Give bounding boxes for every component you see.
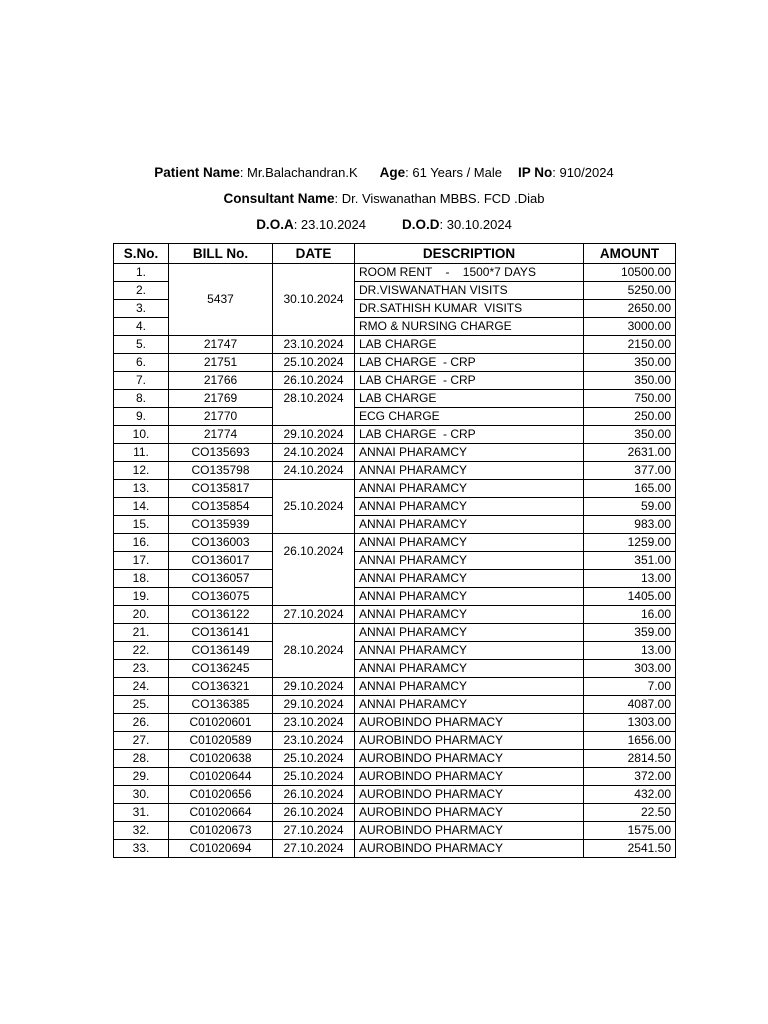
- cell-description: ANNAI PHARAMCY: [355, 606, 584, 624]
- header-sno: S.No.: [114, 244, 169, 264]
- cell-description: DR.SATHISH KUMAR VISITS: [355, 300, 584, 318]
- cell-sno: 6.: [114, 354, 169, 372]
- cell-amount: 2541.50: [584, 840, 676, 858]
- cell-sno: 4.: [114, 318, 169, 336]
- cell-amount: 5250.00: [584, 282, 676, 300]
- cell-sno: 13.: [114, 480, 169, 498]
- cell-description: DR.VISWANATHAN VISITS: [355, 282, 584, 300]
- cell-description: LAB CHARGE - CRP: [355, 372, 584, 390]
- cell-bill-no: CO135693: [169, 444, 273, 462]
- ip-label: IP No: [517, 165, 553, 180]
- table-row: [114, 660, 676, 678]
- table-row: [114, 714, 676, 732]
- table-header-row: [114, 244, 676, 264]
- cell-date: 27.10.2024: [273, 606, 355, 624]
- cell-description: ANNAI PHARAMCY: [355, 570, 584, 588]
- doa-label: D.O.A: [256, 217, 294, 232]
- table-row: [114, 588, 676, 606]
- header-date: DATE: [273, 244, 355, 264]
- table-row: [114, 498, 676, 516]
- cell-amount: 1656.00: [584, 732, 676, 750]
- bill-table: [113, 243, 676, 858]
- cell-description: ECG CHARGE: [355, 408, 584, 426]
- cell-sno: 18.: [114, 570, 169, 588]
- cell-sno: 5.: [114, 336, 169, 354]
- table-row: [114, 444, 676, 462]
- cell-sno: 29.: [114, 768, 169, 786]
- cell-bill-no: CO136003: [169, 534, 273, 552]
- cell-description: AUROBINDO PHARMACY: [355, 732, 584, 750]
- cell-amount: 1259.00: [584, 534, 676, 552]
- table-row: [114, 552, 676, 570]
- cell-description: ANNAI PHARAMCY: [355, 624, 584, 642]
- cell-sno: 12.: [114, 462, 169, 480]
- cell-amount: 2814.50: [584, 750, 676, 768]
- cell-sno: 8.: [114, 390, 169, 408]
- table-row: [114, 786, 676, 804]
- cell-amount: 303.00: [584, 660, 676, 678]
- cell-sno: 11.: [114, 444, 169, 462]
- cell-sno: 16.: [114, 534, 169, 552]
- cell-description: ANNAI PHARAMCY: [355, 480, 584, 498]
- cell-description: AUROBINDO PHARMACY: [355, 714, 584, 732]
- cell-amount: 4087.00: [584, 696, 676, 714]
- cell-sno: 3.: [114, 300, 169, 318]
- cell-bill-no: 21774: [169, 426, 273, 444]
- cell-amount: 7.00: [584, 678, 676, 696]
- cell-amount: 250.00: [584, 408, 676, 426]
- cell-date: 23.10.2024: [273, 732, 355, 750]
- cell-sno: 20.: [114, 606, 169, 624]
- cell-date: 28.10.2024: [273, 624, 355, 678]
- cell-amount: 13.00: [584, 570, 676, 588]
- cell-date: 25.10.2024: [273, 768, 355, 786]
- table-row: [114, 264, 676, 282]
- cell-sno: 2.: [114, 282, 169, 300]
- cell-date: 24.10.2024: [273, 462, 355, 480]
- table-row: [114, 390, 676, 408]
- cell-amount: 377.00: [584, 462, 676, 480]
- cell-bill-no: CO136122: [169, 606, 273, 624]
- cell-description: ANNAI PHARAMCY: [355, 642, 584, 660]
- cell-bill-no: 21747: [169, 336, 273, 354]
- dod-label: D.O.D: [402, 217, 440, 232]
- table-row: [114, 336, 676, 354]
- table-row: [114, 768, 676, 786]
- cell-amount: 1405.00: [584, 588, 676, 606]
- cell-amount: 165.00: [584, 480, 676, 498]
- cell-bill-no: 21766: [169, 372, 273, 390]
- cell-description: AUROBINDO PHARMACY: [355, 768, 584, 786]
- table-row: [114, 606, 676, 624]
- table-row: [114, 516, 676, 534]
- cell-sno: 7.: [114, 372, 169, 390]
- table-row: [114, 696, 676, 714]
- cell-date: 25.10.2024: [273, 354, 355, 372]
- cell-sno: 9.: [114, 408, 169, 426]
- cell-bill-no: CO136057: [169, 570, 273, 588]
- table-row: [114, 570, 676, 588]
- cell-description: LAB CHARGE - CRP: [355, 426, 584, 444]
- cell-amount: 359.00: [584, 624, 676, 642]
- cell-description: ANNAI PHARAMCY: [355, 696, 584, 714]
- cell-description: ROOM RENT - 1500*7 DAYS: [355, 264, 584, 282]
- cell-bill-no: CO135798: [169, 462, 273, 480]
- cell-sno: 26.: [114, 714, 169, 732]
- table-row: [114, 804, 676, 822]
- cell-sno: 19.: [114, 588, 169, 606]
- cell-sno: 33.: [114, 840, 169, 858]
- cell-description: ANNAI PHARAMCY: [355, 660, 584, 678]
- age-value: : 61 Years / Male: [405, 165, 502, 180]
- cell-description: AUROBINDO PHARMACY: [355, 786, 584, 804]
- table-row: [114, 732, 676, 750]
- cell-sno: 15.: [114, 516, 169, 534]
- cell-bill-no: 21770: [169, 408, 273, 426]
- cell-sno: 27.: [114, 732, 169, 750]
- cell-sno: 32.: [114, 822, 169, 840]
- cell-sno: 17.: [114, 552, 169, 570]
- cell-bill-no: CO135854: [169, 498, 273, 516]
- cell-description: ANNAI PHARAMCY: [355, 462, 584, 480]
- cell-bill-no: CO135939: [169, 516, 273, 534]
- cell-amount: 350.00: [584, 372, 676, 390]
- cell-date: 29.10.2024: [273, 696, 355, 714]
- cell-amount: 372.00: [584, 768, 676, 786]
- cell-date: 23.10.2024: [273, 336, 355, 354]
- cell-amount: 13.00: [584, 642, 676, 660]
- cell-sno: 31.: [114, 804, 169, 822]
- cell-amount: 983.00: [584, 516, 676, 534]
- cell-amount: 2650.00: [584, 300, 676, 318]
- table-row: [114, 354, 676, 372]
- cell-sno: 30.: [114, 786, 169, 804]
- cell-bill-no: CO136385: [169, 696, 273, 714]
- cell-bill-no: 21769: [169, 390, 273, 408]
- cell-date: 29.10.2024: [273, 426, 355, 444]
- dates-line: [0, 217, 768, 232]
- cell-sno: 28.: [114, 750, 169, 768]
- cell-bill-no: 21751: [169, 354, 273, 372]
- table-row: [114, 840, 676, 858]
- cell-description: AUROBINDO PHARMACY: [355, 750, 584, 768]
- patient-info-line: [0, 165, 768, 180]
- cell-date: 26.10.2024: [273, 534, 355, 606]
- header-description: DESCRIPTION: [355, 244, 584, 264]
- cell-description: ANNAI PHARAMCY: [355, 516, 584, 534]
- cell-description: ANNAI PHARAMCY: [355, 498, 584, 516]
- cell-bill-no: CO136149: [169, 642, 273, 660]
- cell-amount: 16.00: [584, 606, 676, 624]
- table-row: [114, 642, 676, 660]
- cell-amount: 3000.00: [584, 318, 676, 336]
- cell-description: ANNAI PHARAMCY: [355, 534, 584, 552]
- cell-amount: 2631.00: [584, 444, 676, 462]
- cell-bill-no: CO136321: [169, 678, 273, 696]
- cell-amount: 2150.00: [584, 336, 676, 354]
- cell-amount: 750.00: [584, 390, 676, 408]
- consultant-label: Consultant Name: [223, 191, 335, 206]
- cell-date: 25.10.2024: [273, 480, 355, 534]
- cell-date: 26.10.2024: [273, 786, 355, 804]
- table-row: [114, 822, 676, 840]
- cell-bill-no: CO136245: [169, 660, 273, 678]
- cell-description: LAB CHARGE - CRP: [355, 354, 584, 372]
- cell-amount: 350.00: [584, 354, 676, 372]
- cell-bill-no: C01020638: [169, 750, 273, 768]
- table-row: [114, 750, 676, 768]
- cell-sno: 21.: [114, 624, 169, 642]
- cell-amount: 1303.00: [584, 714, 676, 732]
- table-row: [114, 678, 676, 696]
- cell-amount: 432.00: [584, 786, 676, 804]
- cell-date: 23.10.2024: [273, 714, 355, 732]
- table-row: [114, 534, 676, 552]
- cell-bill-no: 5437: [169, 264, 273, 336]
- cell-description: ANNAI PHARAMCY: [355, 552, 584, 570]
- consultant-line: [0, 191, 768, 206]
- table-row: [114, 408, 676, 426]
- cell-date: 27.10.2024: [273, 840, 355, 858]
- cell-amount: 351.00: [584, 552, 676, 570]
- cell-description: RMO & NURSING CHARGE: [355, 318, 584, 336]
- cell-bill-no: C01020694: [169, 840, 273, 858]
- cell-bill-no: C01020644: [169, 768, 273, 786]
- cell-description: AUROBINDO PHARMACY: [355, 822, 584, 840]
- table-row: [114, 462, 676, 480]
- cell-date: 26.10.2024: [273, 372, 355, 390]
- cell-date: 28.10.2024: [273, 390, 355, 426]
- table-row: [114, 624, 676, 642]
- cell-bill-no: CO136141: [169, 624, 273, 642]
- table-row: [114, 372, 676, 390]
- cell-bill-no: CO136017: [169, 552, 273, 570]
- cell-sno: 24.: [114, 678, 169, 696]
- cell-sno: 14.: [114, 498, 169, 516]
- cell-sno: 1.: [114, 264, 169, 282]
- cell-date: 29.10.2024: [273, 678, 355, 696]
- cell-description: ANNAI PHARAMCY: [355, 678, 584, 696]
- cell-amount: 10500.00: [584, 264, 676, 282]
- cell-bill-no: C01020656: [169, 786, 273, 804]
- cell-bill-no: CO135817: [169, 480, 273, 498]
- cell-amount: 22.50: [584, 804, 676, 822]
- cell-bill-no: CO136075: [169, 588, 273, 606]
- cell-bill-no: C01020664: [169, 804, 273, 822]
- cell-date: 24.10.2024: [273, 444, 355, 462]
- cell-amount: 350.00: [584, 426, 676, 444]
- cell-date: 25.10.2024: [273, 750, 355, 768]
- cell-date: 27.10.2024: [273, 822, 355, 840]
- doa-value: : 23.10.2024: [293, 217, 366, 232]
- cell-bill-no: C01020673: [169, 822, 273, 840]
- cell-description: LAB CHARGE: [355, 336, 584, 354]
- table-row: [114, 480, 676, 498]
- cell-sno: 23.: [114, 660, 169, 678]
- cell-description: ANNAI PHARAMCY: [355, 444, 584, 462]
- cell-date: 26.10.2024: [273, 804, 355, 822]
- table-row: [114, 426, 676, 444]
- cell-amount: 1575.00: [584, 822, 676, 840]
- patient-name-label: Patient Name: [154, 165, 240, 180]
- cell-description: AUROBINDO PHARMACY: [355, 804, 584, 822]
- patient-name-value: : Mr.Balachandran.K: [239, 165, 358, 180]
- cell-sno: 25.: [114, 696, 169, 714]
- age-label: Age: [379, 165, 406, 180]
- cell-bill-no: C01020589: [169, 732, 273, 750]
- cell-amount: 59.00: [584, 498, 676, 516]
- dod-value: : 30.10.2024: [439, 217, 512, 232]
- consultant-value: : Dr. Viswanathan MBBS. FCD .Diab: [334, 191, 545, 206]
- cell-bill-no: C01020601: [169, 714, 273, 732]
- cell-description: ANNAI PHARAMCY: [355, 588, 584, 606]
- ip-value: : 910/2024: [552, 165, 614, 180]
- cell-description: AUROBINDO PHARMACY: [355, 840, 584, 858]
- header-bill-no: BILL No.: [169, 244, 273, 264]
- cell-sno: 10.: [114, 426, 169, 444]
- header-amount: AMOUNT: [584, 244, 676, 264]
- cell-date: 30.10.2024: [273, 264, 355, 336]
- cell-sno: 22.: [114, 642, 169, 660]
- cell-description: LAB CHARGE: [355, 390, 584, 408]
